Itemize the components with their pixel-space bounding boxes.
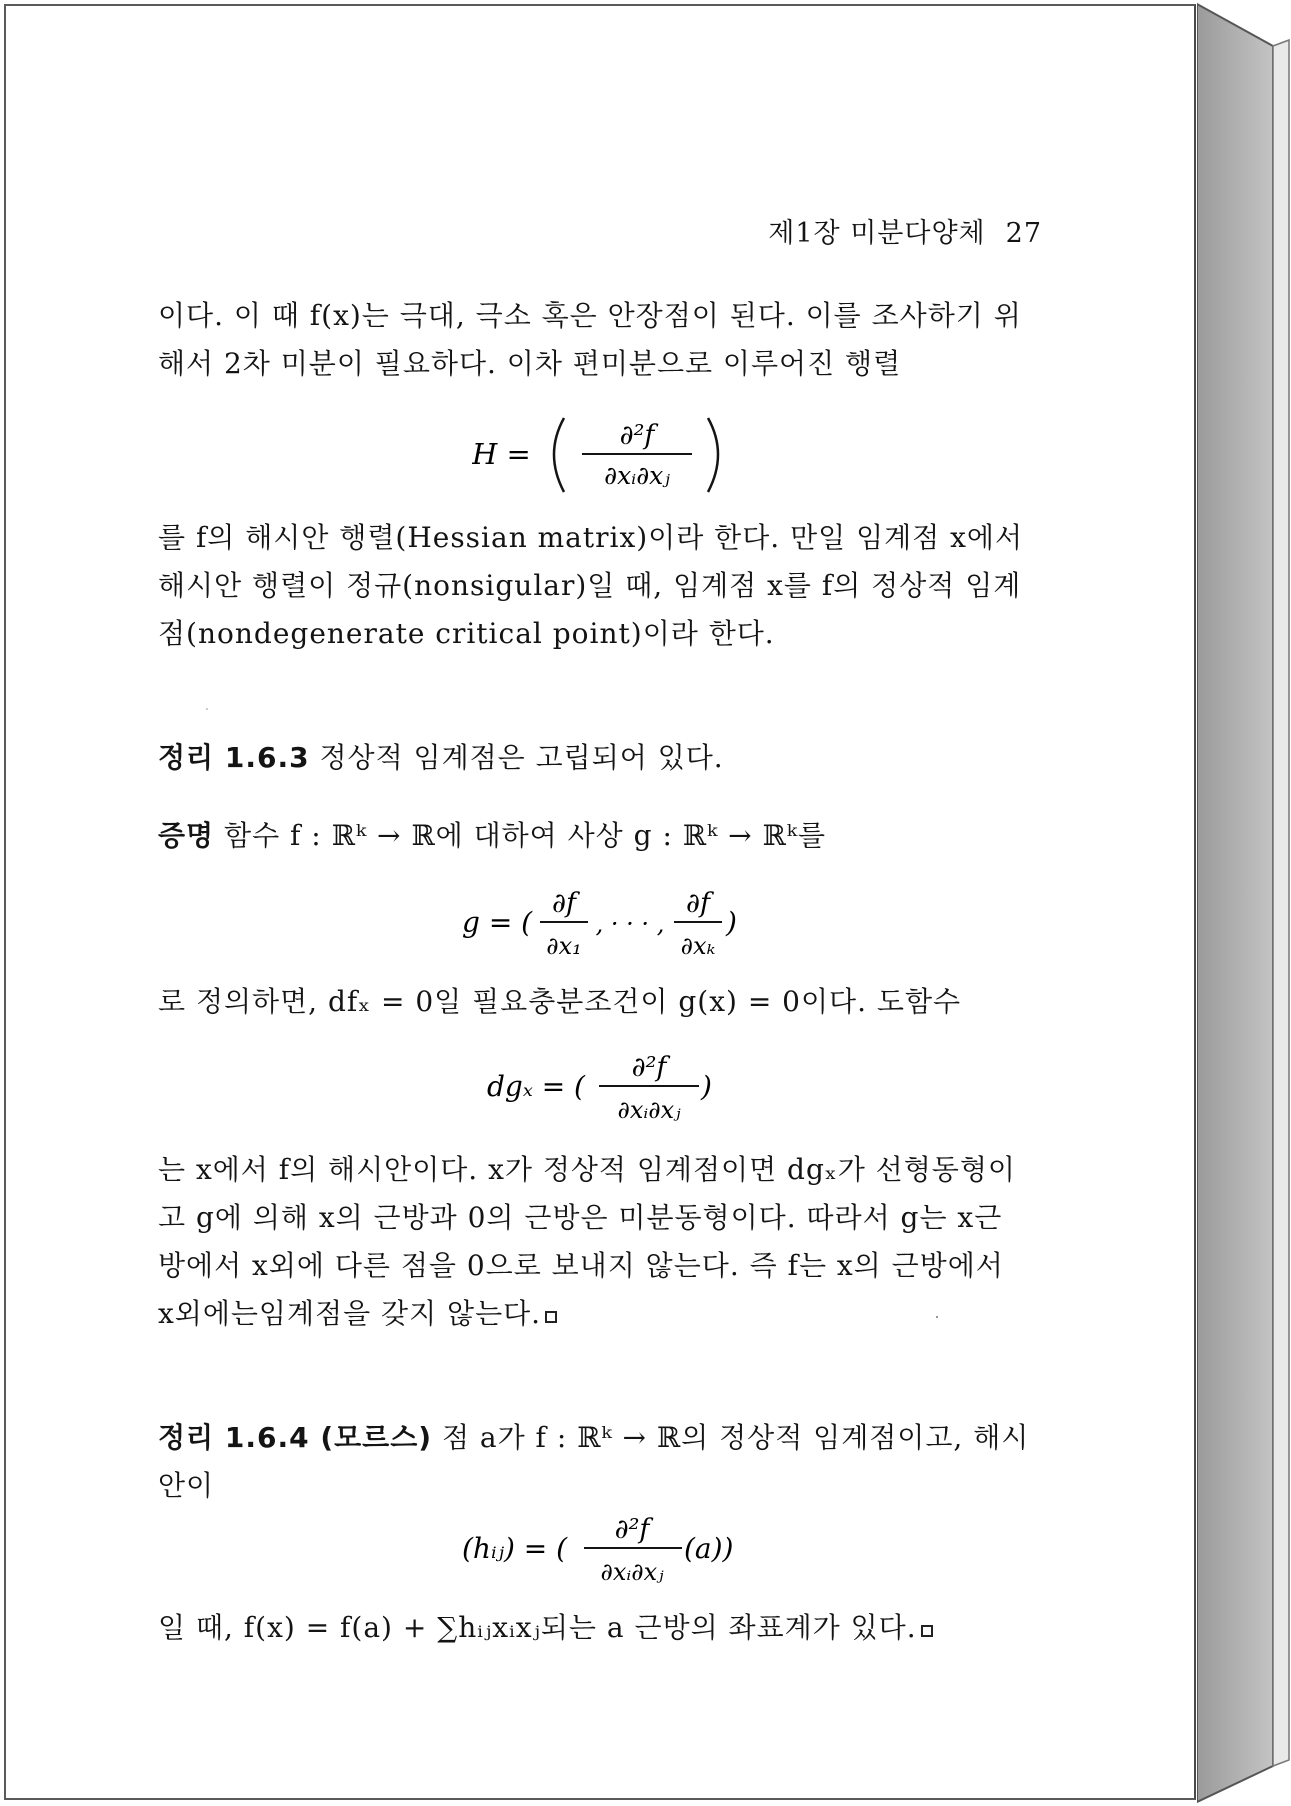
text-line: 방에서 x외에 다른 점을 0으로 보내지 않는다. 즉 f는 x의 근방에서 [158, 1249, 1004, 1282]
theorem-statement: 점 a가 f : ℝᵏ → ℝ의 정상적 임계점이고, 해시 [441, 1421, 1030, 1454]
formula-lhs: H = [472, 437, 531, 471]
text-line: 해서 2차 미분이 필요하다. 이차 편미분으로 이루어진 행렬 [158, 347, 902, 380]
formula-rhs: ) [726, 906, 737, 939]
fraction-denominator: ∂xᵢ∂xⱼ [600, 1558, 664, 1586]
text-line: 점(nondegenerate critical point)이라 한다. [158, 617, 775, 650]
book-spine-edge [1197, 0, 1291, 1806]
paragraph-hessian-definition [158, 514, 1043, 658]
paragraph-hessian-intro [158, 292, 1043, 388]
proof-intro [158, 812, 1043, 860]
formula-lhs: dgₓ = ( [487, 1070, 585, 1103]
running-header [6, 211, 1042, 250]
fraction-denominator: ∂x₁ [546, 932, 582, 960]
page-number: 27 [1005, 218, 1042, 249]
text-line: 해시안 행렬이 정규(nonsigular)일 때, 임계점 x를 f의 정상적 임계 [158, 569, 1022, 602]
formula-lhs: (hᵢⱼ) = ( [462, 1532, 568, 1565]
theorem-1-6-3 [158, 734, 1043, 782]
theorem-1-6-4 [158, 1414, 1043, 1510]
paragraph-proof-body [158, 1146, 1043, 1338]
text-line: 를 f의 해시안 행렬(Hessian matrix)이라 한다. 만일 임계점 x에서 [158, 521, 1024, 554]
formula-lhs: g = ( [462, 906, 533, 939]
proof-title: 증명 [158, 819, 215, 852]
fraction-denominator: ∂xᵢ∂xⱼ [617, 1096, 681, 1124]
fraction-denominator: ∂xᵢ∂xⱼ [604, 461, 670, 490]
theorem-title: 정리 1.6.3 [158, 741, 310, 774]
qed-square-icon [545, 1311, 557, 1323]
paragraph-morse-conclusion [158, 1604, 1043, 1652]
formula-morse-hessian [6, 1498, 1198, 1598]
fraction-numerator: ∂²f [631, 1052, 667, 1083]
fraction-denominator: ∂xₖ [680, 932, 716, 960]
scan-speck [936, 1316, 938, 1318]
formula-g-map [6, 872, 1198, 972]
formula-ellipsis: , · · · , [595, 910, 665, 938]
paragraph-derivative [158, 978, 1043, 1026]
text-line: 는 x에서 f의 해시안이다. x가 정상적 임계점이면 dgₓ가 선형동형이 [158, 1153, 1016, 1186]
text-line: x외에는임계점을 갖지 않는다. [158, 1297, 542, 1330]
text-line: 함수 f : ℝᵏ → ℝ에 대하여 사상 g : ℝᵏ → ℝᵏ를 [224, 819, 827, 852]
fraction-numerator: ∂²f [619, 420, 655, 451]
fraction-numerator: ∂f [686, 888, 710, 919]
formula-dg [6, 1036, 1198, 1136]
formula-hessian-matrix [6, 404, 1198, 504]
text-line: 이다. 이 때 f(x)는 극대, 극소 혹은 안장점이 된다. 이를 조사하기 위 [158, 299, 1022, 332]
theorem-statement: 정상적 임계점은 고립되어 있다. [319, 741, 724, 774]
text-line: 로 정의하면, dfₓ = 0일 필요충분조건이 g(x) = 0이다. 도함수 [158, 985, 962, 1018]
book-page [4, 4, 1196, 1800]
fraction-numerator: ∂f [552, 888, 576, 919]
theorem-title: 정리 1.6.4 (모르스) [158, 1421, 433, 1454]
chapter-title: 제1장 미분다양체 [768, 218, 986, 249]
scan-speck [206, 708, 208, 710]
text-line: 고 g에 의해 x의 근방과 0의 근방은 미분동형이다. 따라서 g는 x근 [158, 1201, 1003, 1234]
qed-square-icon [921, 1625, 933, 1637]
fraction-numerator: ∂²f [614, 1514, 650, 1545]
formula-rhs: (a)) [684, 1532, 734, 1565]
formula-rhs: ) [701, 1070, 712, 1103]
text-line: 안이 [158, 1469, 215, 1502]
text-line: 일 때, f(x) = f(a) + ∑hᵢⱼxᵢxⱼ되는 a 근방의 좌표계가 있다. [158, 1611, 917, 1644]
